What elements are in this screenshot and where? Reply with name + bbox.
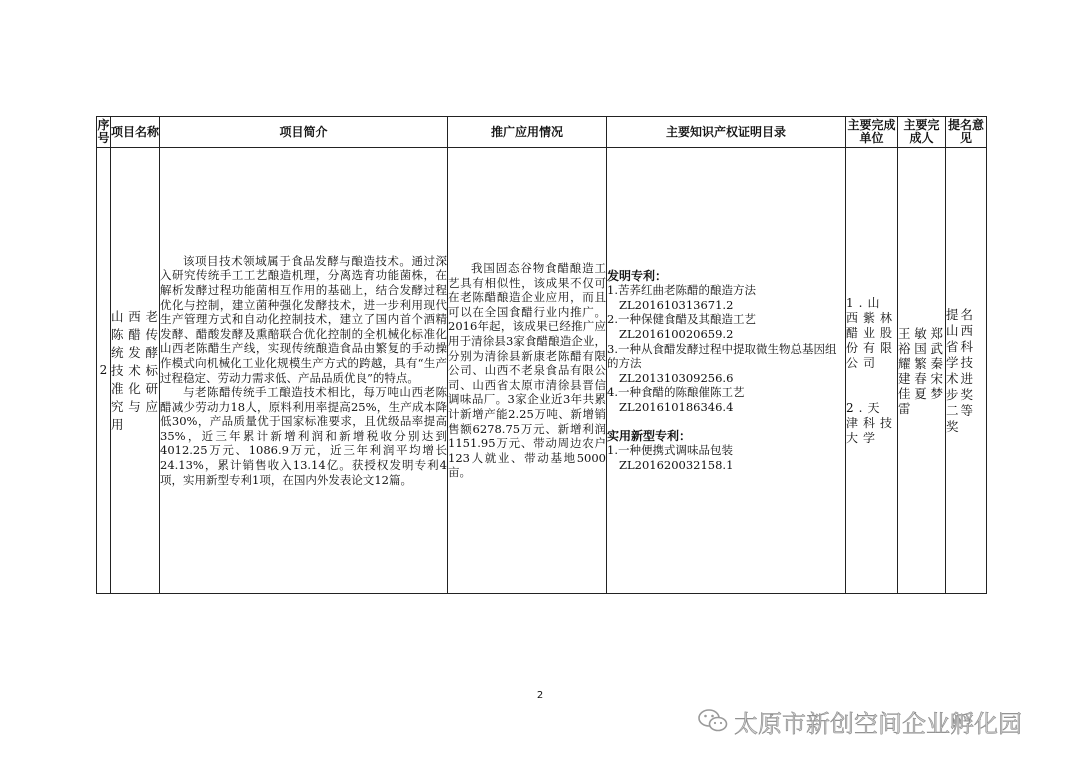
- invention-patent-item: [607, 342, 845, 386]
- header-ip: 主要知识产权证明目录: [607, 117, 846, 148]
- utility-patent-item: [607, 443, 845, 472]
- patent-number: ZL201610313671.2: [619, 297, 734, 312]
- invention-patent-title: 发明专利：: [607, 268, 668, 283]
- intro-paragraph-1: 该项目技术领域属于食品发酵与酿造技术。通过深入研究传统手工工艺酿造机理，分离选育功能菌株，在解析发酵过程功能菌相互作用的基础上，结合发酵过程优化与控制，建立菌种强化发酵技术，进一步利用现代生产管理方式和自动化控制技术，建立了国内首个酒精发酵、醋酸发酵及熏醅联合优化控制的全机械化标准化山西老陈醋生产线，实现传统酿造食品由繁复的手动操作模式向机械化工业化规模生产方式的跨越，具有“生产过程稳定、劳动力需求低、产品品质优良”的特点。: [160, 253, 447, 385]
- unit-1: 1.山西紫林醋业股份有限公司: [846, 295, 898, 370]
- units-cell: [846, 148, 898, 594]
- opinion-cell: 提名山西省科学技术进步奖二等奖: [946, 148, 987, 594]
- invention-patent-item: [607, 312, 845, 341]
- project-intro: [160, 148, 448, 594]
- invention-patent-item: [607, 385, 845, 414]
- persons-cell: 王敏郑裕国武耀繁秦建春宋佳夏梦雷: [898, 148, 946, 594]
- header-intro: 项目简介: [160, 117, 448, 148]
- promotion-text: 我国固态谷物食醋酿造工艺具有相似性，该成果不仅可在老陈醋酿造企业应用，而且可以在全国食醋行业内推广。2016年起，该成果已经推广应用于清徐县3家食醋酿造企业，分别为清徐县新康老陈醋有限公司、山西不老泉食品有限公司、山西省太原市清徐县晋信调味品厂。3家企业近3年共累计新增产能2.25万吨、新增销售额6278.75万元、新增利润1151.95万元、带动周边农户123人就业、带动基地5000亩。: [448, 261, 606, 480]
- promotion-cell: [448, 148, 607, 594]
- watermark: [698, 706, 1022, 736]
- patent-title: 4.一种食醋的陈酿催陈工艺: [607, 385, 745, 400]
- header-units: 主要完成单位: [846, 117, 898, 148]
- header-seq: 序号: [97, 117, 111, 148]
- invention-patent-item: [607, 283, 845, 312]
- utility-patent-title: 实用新型专利：: [607, 428, 692, 443]
- page-number: 2: [536, 690, 544, 701]
- patent-number: ZL201620032158.1: [619, 457, 734, 472]
- intro-paragraph-2: 与老陈醋传统手工酿造技术相比，每万吨山西老陈醋减少劳动力18人，原料利用率提高25%，生产成本降低30%，产品质量优于国家标准要求，且优级品率提高35%，近三年累计新增利润和新增税收分别达到4012.25万元、1086.9万元，近三年利润平均增长24.13%，累计销售收入13.14亿。获授权发明专利4项，实用新型专利1项，在国内外发表论文12篇。: [160, 385, 447, 487]
- header-persons: 主要完成人: [898, 117, 946, 148]
- patent-title: 2.一种保健食醋及其酿造工艺: [607, 312, 756, 327]
- patent-title: 3.一种从食醋发酵过程中提取微生物总基因组的方法: [607, 341, 837, 371]
- header-row: [97, 117, 987, 148]
- header-name: 项目名称: [111, 117, 160, 148]
- award-table: [96, 116, 987, 594]
- table-row: [97, 148, 987, 594]
- header-promotion: 推广应用情况: [448, 117, 607, 148]
- project-name: 山西老陈醋传统发酵技术标准化研究与应用: [111, 148, 160, 594]
- patent-number: ZL201610186346.4: [619, 399, 734, 414]
- header-opinion: 提名意见: [946, 117, 987, 148]
- wechat-icon: [698, 708, 728, 734]
- patent-number: ZL201310309256.6: [619, 370, 734, 385]
- patent-title: 1.苦荞红曲老陈醋的酿造方法: [607, 283, 756, 298]
- row-seq: 2: [97, 148, 111, 594]
- patent-number: ZL201610020659.2: [619, 327, 734, 342]
- watermark-text: 太原市新创空间企业孵化园: [734, 709, 1022, 738]
- patent-title: 1.一种便携式调味品包装: [607, 443, 733, 458]
- unit-2: 2.天津科技大学: [846, 400, 898, 445]
- ip-cell: [607, 148, 846, 594]
